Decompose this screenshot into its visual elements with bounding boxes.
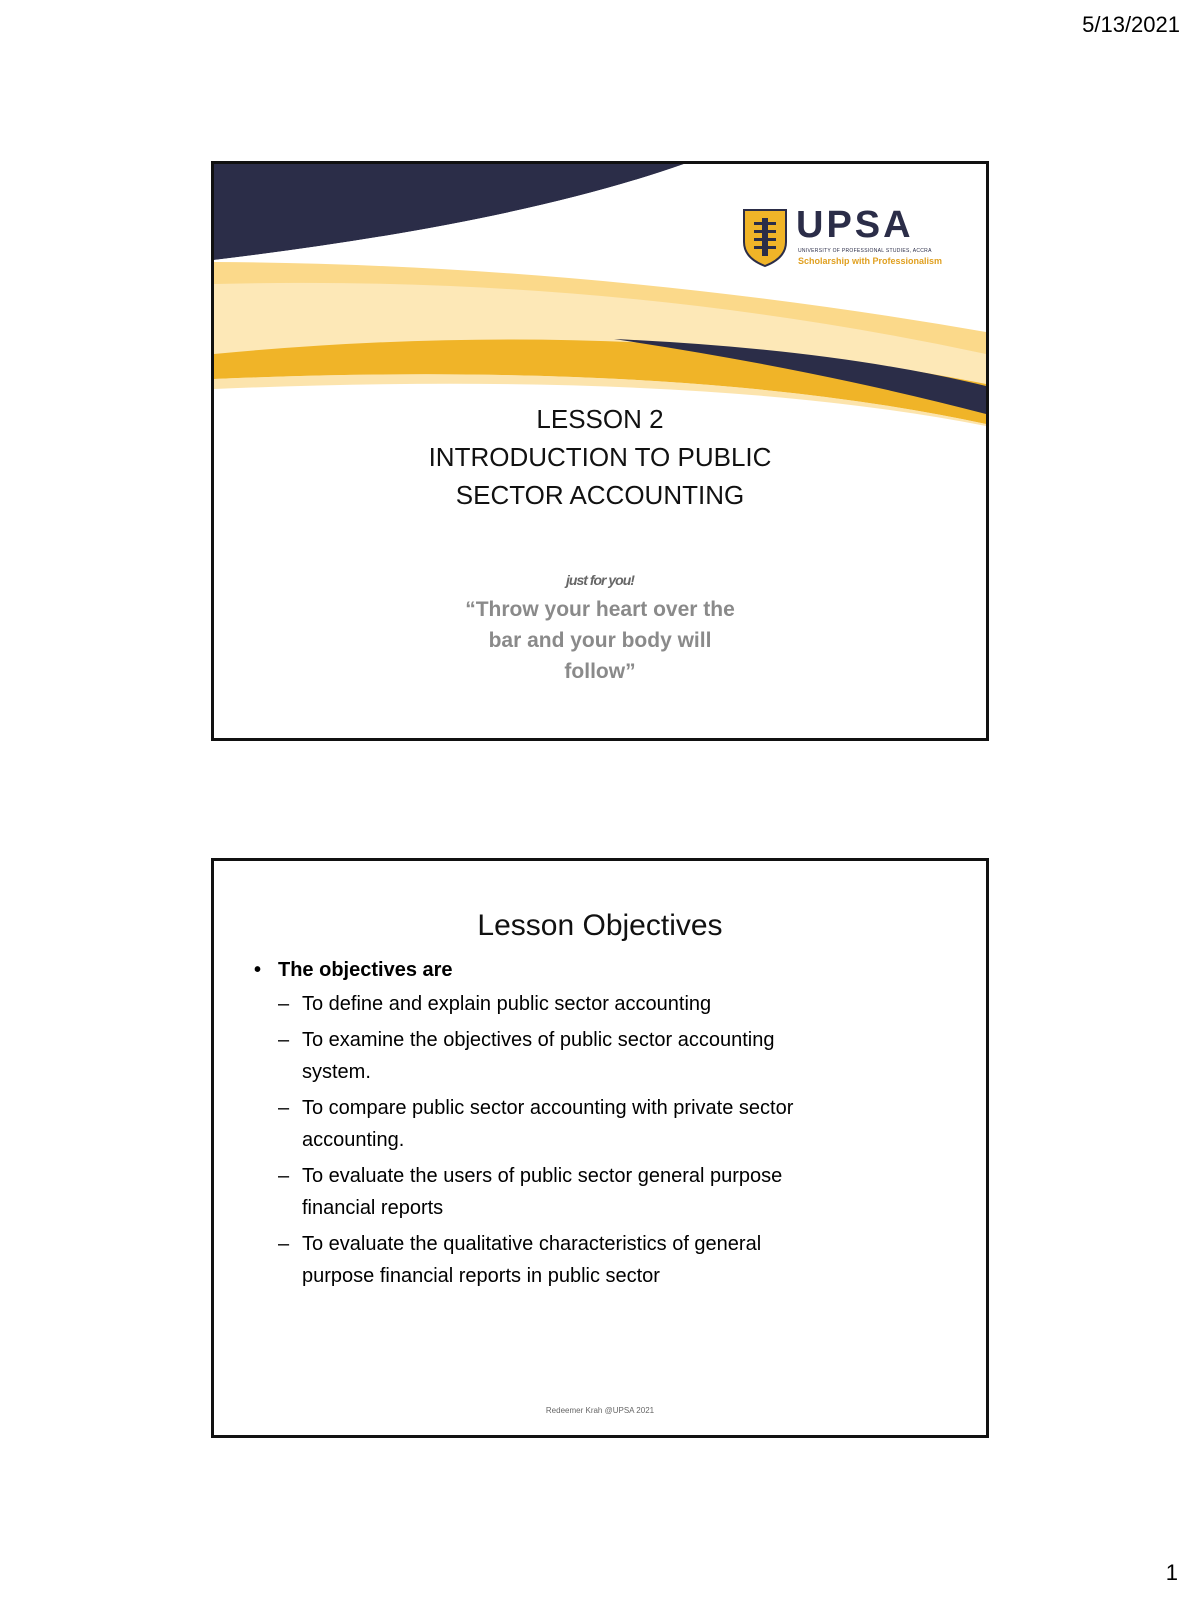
shield-icon [742,208,788,268]
motivational-quote [450,594,750,687]
objectives-list [254,959,894,1296]
objective-item [278,1228,894,1292]
objective-item [278,1160,894,1224]
objective-text: To compare public sector accounting with private sector accounting. [302,1097,794,1151]
quote-line: bar and your body will [488,629,712,652]
objectives-intro-bullet [254,959,894,982]
logo-wordmark: UPSA [796,204,914,246]
bullet-dot-icon: • [254,959,262,981]
title-line: SECTOR ACCOUNTING [455,480,745,510]
page-date: 5/13/2021 [1082,12,1180,37]
logo-university-name: UNIVERSITY OF PROFESSIONAL STUDIES, ACCRA [798,248,932,254]
slide-footer: Redeemer Krah @UPSA 2021 [545,1406,655,1415]
upsa-logo [742,204,943,274]
page-number: 1 [1165,1560,1178,1585]
objective-item [278,1024,894,1088]
dash-icon: – [278,993,290,1015]
objective-text: To evaluate the qualitative characteristics of general purpose financial reports in public sector [302,1233,762,1287]
quote-line: “Throw your heart over the [465,598,735,621]
slide-title [214,400,986,514]
dash-icon: – [278,1029,290,1051]
objective-text: To define and explain public sector accounting [302,993,712,1015]
dash-icon: – [278,1097,290,1119]
objectives-slide [211,858,989,1438]
bullet-text: The objectives are [278,959,453,981]
dash-icon: – [278,1233,290,1255]
objective-text: To examine the objectives of public sector accounting system. [302,1029,775,1083]
title-line: LESSON 2 [536,404,664,434]
objective-item [278,1092,894,1156]
objectives-title: Lesson Objectives [477,909,723,942]
just-for-you-tagline: just for you! [566,572,634,588]
title-line: INTRODUCTION TO PUBLIC [428,442,772,472]
title-slide [211,161,989,741]
objective-item [278,988,894,1020]
logo-tagline: Scholarship with Professionalism [798,256,943,266]
objective-text: To evaluate the users of public sector general purpose financial reports [302,1165,783,1219]
quote-line: follow” [564,660,636,683]
dash-icon: – [278,1165,290,1187]
